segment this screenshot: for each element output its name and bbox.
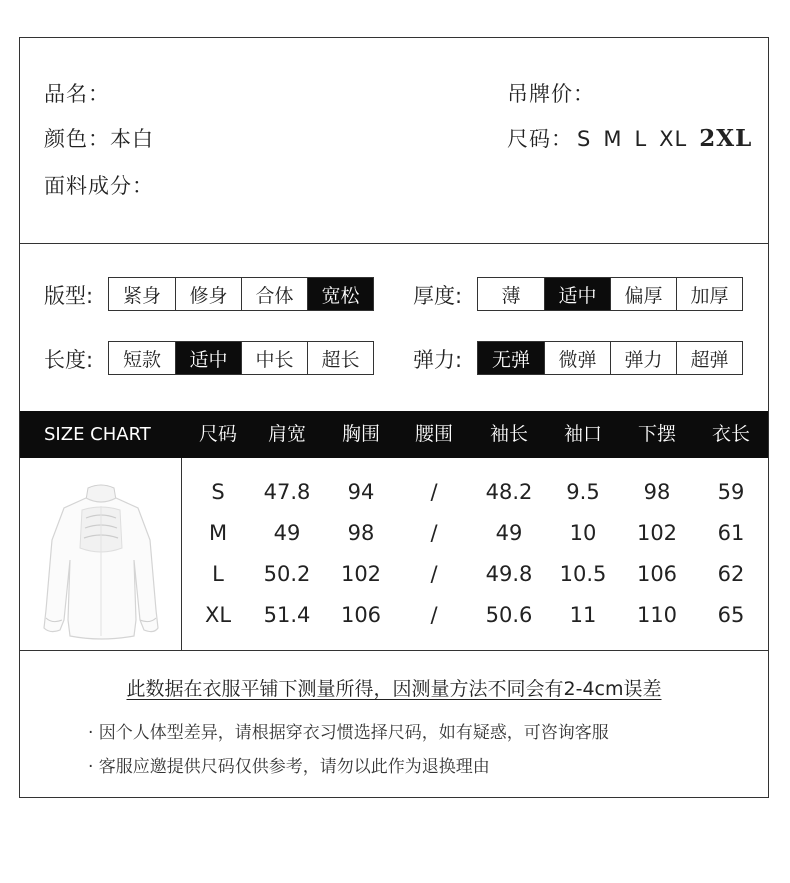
row-m-size: M (208, 521, 228, 545)
row-l-waist: / (430, 562, 438, 586)
size-chart-header (20, 411, 768, 458)
row-l-hem: 106 (636, 562, 678, 586)
row-l-size: L (212, 562, 224, 586)
elasticity-option: 无弹 (478, 342, 544, 374)
row-l-shoulder: 50.2 (263, 562, 311, 586)
blouse-image (38, 470, 164, 640)
row-s-size: S (211, 480, 225, 504)
size-chart-title: SIZE CHART (44, 424, 151, 445)
thickness-options (477, 277, 743, 311)
row-m-waist: / (430, 521, 438, 545)
row-m-sleeve: 49 (495, 521, 523, 545)
divider (20, 650, 768, 651)
thickness-option: 加厚 (676, 278, 742, 310)
row-xl-shoulder: 51.4 (263, 603, 311, 627)
size-info-card (19, 37, 769, 798)
row-xl-cuff: 11 (569, 603, 597, 627)
size-list-label: 尺码： (507, 127, 573, 151)
fabric-label: 面料成分： (44, 174, 154, 198)
size-option: S (577, 127, 592, 151)
fit-option: 合体 (241, 278, 307, 310)
header-hem: 下摆 (637, 423, 676, 445)
size-list (507, 123, 752, 153)
row-m-chest: 98 (347, 521, 375, 545)
row-l-cuff: 10.5 (559, 562, 607, 586)
row-m-length: 61 (717, 521, 745, 545)
row-xl-length: 65 (717, 603, 745, 627)
elasticity-options (477, 341, 743, 375)
fit-label: 版型: (44, 284, 94, 308)
row-s-waist: / (430, 480, 438, 504)
row-s-chest: 94 (347, 480, 375, 504)
length-option: 短款 (122, 348, 161, 371)
length-option: 中长 (241, 342, 307, 374)
fit-option: 宽松 (307, 278, 373, 310)
thickness-option: 薄 (501, 284, 521, 307)
note-line-1: · 因个人体型差异，请根据穿衣习惯选择尺码，如有疑惑，可咨询客服 (88, 723, 609, 743)
thickness-option: 适中 (544, 278, 610, 310)
row-xl-size: XL (204, 603, 232, 627)
length-label: 长度: (44, 348, 94, 372)
row-l-length: 62 (717, 562, 745, 586)
thickness-label: 厚度: (413, 284, 463, 308)
elasticity-option: 超弹 (676, 342, 742, 374)
elasticity-label: 弹力: (413, 348, 463, 372)
row-xl-sleeve: 50.6 (485, 603, 533, 627)
header-waist: 腰围 (414, 423, 453, 445)
elasticity-option: 弹力 (610, 342, 676, 374)
size-option: 2XL (699, 125, 753, 152)
fit-option: 紧身 (122, 284, 161, 307)
thickness-option: 偏厚 (610, 278, 676, 310)
length-option: 适中 (175, 342, 241, 374)
product-name-label: 品名： (44, 82, 110, 106)
header-length: 衣长 (711, 423, 750, 445)
header-cuff: 袖口 (563, 423, 602, 445)
note-line-2: · 客服应邀提供尺码仅供参考，请勿以此作为退换理由 (88, 757, 490, 777)
header-chest: 胸围 (341, 423, 380, 445)
size-option: XL (659, 127, 688, 151)
measurement-note: 此数据在衣服平铺下测量所得，因测量方法不同会有2-4cm误差 (126, 678, 662, 700)
row-xl-waist: / (430, 603, 438, 627)
row-m-hem: 102 (636, 521, 678, 545)
tag-price-label: 吊牌价： (507, 82, 595, 106)
length-options (108, 341, 374, 375)
row-m-cuff: 10 (569, 521, 597, 545)
row-xl-hem: 110 (636, 603, 678, 627)
row-m-shoulder: 49 (273, 521, 301, 545)
color-label: 颜色：本白 (44, 127, 154, 151)
size-option: L (634, 127, 648, 151)
header-sleeve-length: 袖长 (489, 423, 528, 445)
row-l-chest: 102 (340, 562, 382, 586)
fit-options (108, 277, 374, 311)
divider (20, 243, 768, 244)
row-s-length: 59 (717, 480, 745, 504)
row-s-cuff: 9.5 (566, 480, 600, 504)
row-s-hem: 98 (643, 480, 671, 504)
row-s-shoulder: 47.8 (263, 480, 311, 504)
row-xl-chest: 106 (340, 603, 382, 627)
elasticity-option: 微弹 (544, 342, 610, 374)
length-option: 超长 (307, 342, 373, 374)
header-shoulder: 肩宽 (267, 423, 306, 445)
header-size: 尺码 (198, 423, 237, 445)
size-option: M (603, 127, 623, 151)
row-l-sleeve: 49.8 (485, 562, 533, 586)
fit-option: 修身 (175, 278, 241, 310)
row-s-sleeve: 48.2 (485, 480, 533, 504)
